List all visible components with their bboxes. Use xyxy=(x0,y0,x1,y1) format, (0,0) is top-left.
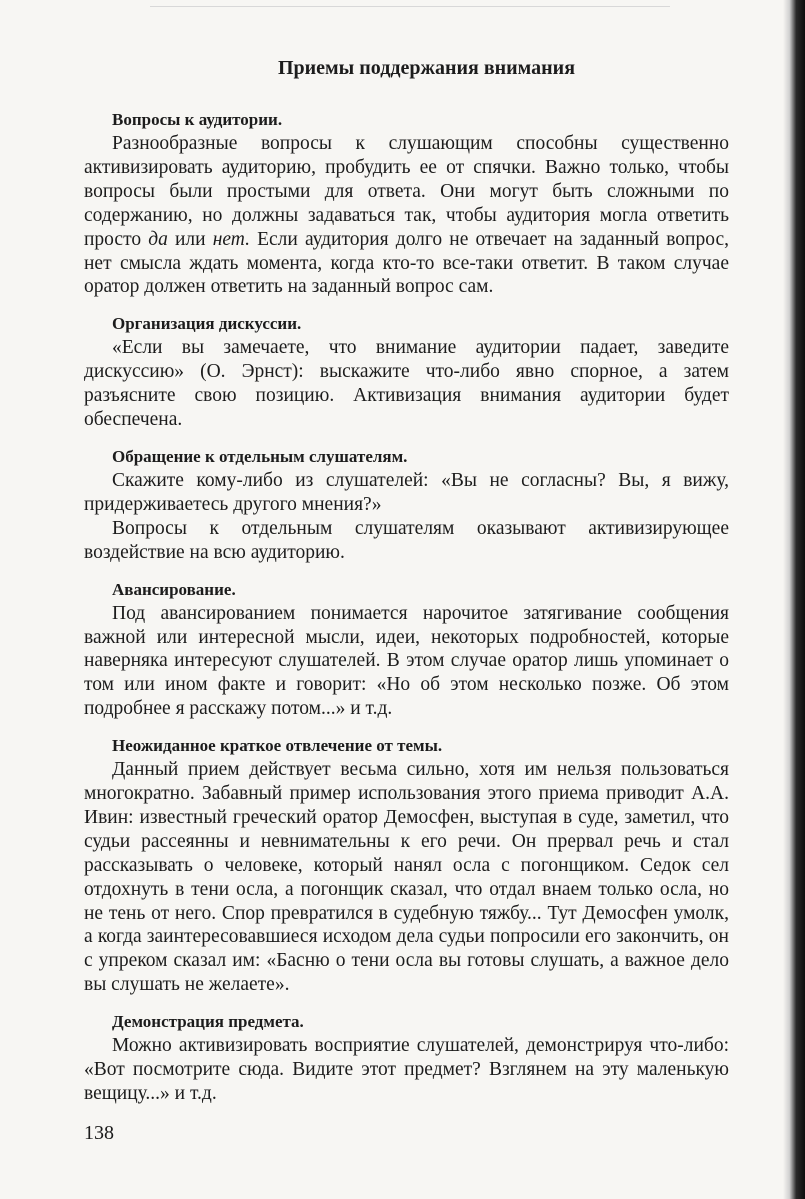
section-heading: Организация дискуссии. xyxy=(112,314,302,334)
section-paragraph: Можно активизировать восприятие слушателей, демонстрируя что-либо: «Вот посмотрите сюда. Видите этот предмет? Взглянем на эту маленькую вещицу...» и т.д. xyxy=(84,1035,729,1104)
section-object-demonstration xyxy=(84,1012,729,1106)
section-digression xyxy=(84,736,729,997)
page-title: Приемы поддержания внимания xyxy=(277,57,576,79)
page-binding-edge xyxy=(783,0,805,1199)
emphasis-yes: да xyxy=(148,228,168,250)
section-paragraph: «Если вы замечаете, что внимание аудитории падает, заведите дискуссию» (О. Эрнст): выскажите что-либо явно спорное, а затем разъясните свою позицию. Активизация внимания аудитории будет обеспечена. xyxy=(84,337,729,431)
section-heading: Обращение к отдельным слушателям. xyxy=(112,446,408,466)
section-heading: Демонстрация предмета. xyxy=(112,1012,304,1032)
section-heading: Вопросы к аудитории. xyxy=(112,110,283,129)
section-questions xyxy=(84,110,729,299)
section-paragraph: Данный прием действует весьма сильно, хотя им нельзя пользоваться многократно. Забавный пример использования этого приема приводит А.А. Ивин: известный греческий оратор Демосфен, выступая в суде, заметил, что судьи рассеянны и невнимательны к его речи. Он прервал речь и стал рассказывать о человеке, который нанял осла с погонщиком. Седок сел отдохнуть в тени осла, а погонщик сказал, что отдал внаем только осла, но не тень от него. Спор превратился в судебную тяжбу... Тут Демосфен умолк, а когда заинтересовавшиеся исходом дела судьи попросили его закончить, он с упреком сказал им: «Басню о тени осла вы готовы слушать, а важное дело вы слушать не желаете». xyxy=(84,759,729,996)
section-paragraph: Вопросы к отдельным слушателям оказывают активизирующее воздействие на всю аудиторию. xyxy=(84,517,729,563)
section-heading: Авансирование. xyxy=(112,579,236,599)
top-scan-line xyxy=(150,6,670,7)
section-paragraph: Скажите кому-либо из слушателей: «Вы не согласны? Вы, я вижу, придерживаетесь другого мнения?» xyxy=(84,469,729,515)
paragraph-text: или xyxy=(167,228,213,250)
section-heading: Неожиданное краткое отвлечение от темы. xyxy=(112,736,443,756)
section-paragraph: Под авансированием понимается нарочитое затягивание сообщения важной или интересной мысли, идеи, некоторых подробностей, которые наверняка интересуют слушателей. В этом случае оратор лишь упоминает о том или ином факте и говорит: «Но об этом несколько позже. Об этом подробнее я расскажу потом...» и т.д. xyxy=(84,602,729,720)
page-number: 138 xyxy=(84,1122,114,1144)
section-advancing xyxy=(84,580,729,722)
page-body xyxy=(84,56,729,1121)
paragraph-text: Если аудитория долго не отвечает на заданный вопрос, нет смысла ждать момента, когда кто-то все-таки ответит. В таком случае оратор должен ответить на заданный вопрос сам. xyxy=(84,228,729,298)
emphasis-no: нет. xyxy=(212,228,250,250)
section-individual-listeners xyxy=(84,447,729,565)
paragraph-text: Разнообразные вопросы к слушающим способны существенно активизировать аудиторию, пробудить ее от спячки. Важно только, чтобы вопросы были простыми для ответа. Они могут быть сложными по содержанию, но должны задаваться так, чтобы аудитория могла ответить просто xyxy=(84,133,729,250)
section-discussion xyxy=(84,314,729,432)
section-paragraph xyxy=(84,132,729,299)
